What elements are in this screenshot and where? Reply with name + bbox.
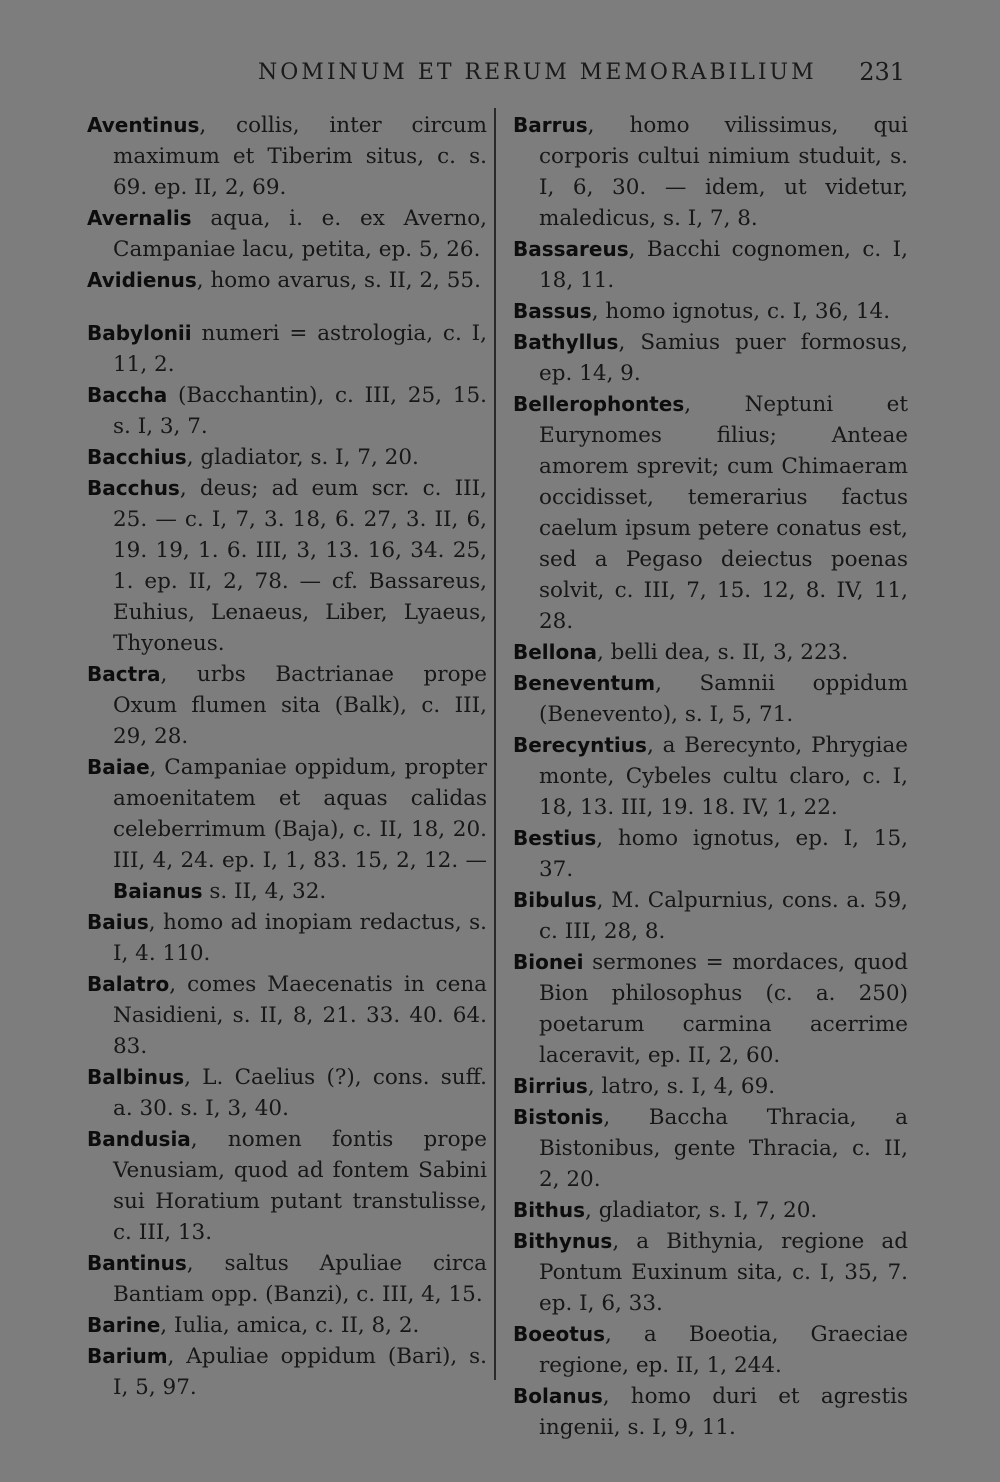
entry-text: aqua, i. e. ex Averno, Campaniae lacu, petita, ep. 5, 26. — [113, 206, 487, 262]
index-entry — [513, 947, 908, 1071]
entry-lemma: Baius — [87, 910, 149, 934]
entry-text: , gladiator, s. I, 7, 20. — [186, 445, 419, 470]
entry-lemma: Baiae — [87, 755, 150, 779]
entry-lemma: Barium — [87, 1344, 168, 1368]
entry-lemma: Bacchus — [87, 476, 180, 500]
entry-text: (Bacchantin), c. III, 25, 15. s. I, 3, 7. — [113, 383, 487, 439]
entry-lemma: Bathyllus — [513, 330, 619, 354]
running-title: NOMINUM ET RERUM MEMORABILIUM — [258, 60, 817, 85]
index-entry — [87, 265, 487, 296]
page-number: 231 — [859, 58, 905, 86]
index-entry — [513, 327, 908, 389]
index-entry — [87, 1124, 487, 1248]
index-entry — [513, 296, 908, 327]
entry-text: , homo ignotus, c. I, 36, 14. — [591, 299, 891, 324]
entry-sub-text: s. II, 4, 32. — [202, 879, 327, 904]
index-entry — [513, 1102, 908, 1195]
index-column-right — [513, 110, 908, 1443]
entry-lemma: Babylonii — [87, 321, 192, 345]
entry-text: , deus; ad eum scr. c. III, 25. — c. I, 7, 3. 18, 6. 27, 3. II, 6, 19. 19, 1. 6. III, 3, 13. 16, 34. 25, 1. ep. II, 2, 78. — cf. Bassareus, Euhius, Lenaeus, Liber, Lyaeus, Thyoneus. — [113, 476, 487, 656]
index-entry — [87, 203, 487, 265]
index-entry — [87, 659, 487, 752]
entry-lemma: Bistonis — [513, 1105, 604, 1129]
entry-text: , saltus Apuliae circa Bantiam opp. (Banzi), c. III, 4, 15. — [113, 1251, 487, 1307]
index-column-left — [87, 110, 487, 1403]
entry-text: , homo ignotus, ep. I, 15, 37. — [539, 826, 908, 882]
index-entry — [87, 442, 487, 473]
index-entry — [513, 1381, 908, 1443]
column-divider — [494, 108, 496, 1380]
entry-lemma: Bellona — [513, 640, 597, 664]
entry-lemma: Birrius — [513, 1074, 588, 1098]
entry-lemma: Barine — [87, 1313, 161, 1337]
entry-lemma: Bithus — [513, 1198, 586, 1222]
entry-lemma: Bassus — [513, 299, 592, 323]
entry-lemma: Bellerophontes — [513, 392, 685, 416]
entry-text: numeri = astrologia, c. I, 11, 2. — [113, 321, 487, 377]
entry-text: , a Boeotia, Graeciae regione, ep. II, 1, 244. — [539, 1322, 908, 1378]
entry-lemma: Bactra — [87, 662, 161, 686]
entry-lemma: Berecyntius — [513, 733, 647, 757]
index-entry — [87, 969, 487, 1062]
index-entry — [87, 380, 487, 442]
index-entry — [513, 668, 908, 730]
entry-lemma: Aventinus — [87, 113, 200, 137]
index-entry — [513, 730, 908, 823]
entry-lemma: Bacchius — [87, 445, 187, 469]
entry-lemma: Bestius — [513, 826, 597, 850]
index-entry — [87, 1062, 487, 1124]
entry-text: , Bacchi cognomen, c. I, 18, 11. — [539, 237, 908, 293]
entry-text: , Iulia, amica, c. II, 8, 2. — [160, 1313, 420, 1338]
index-entry — [513, 110, 908, 234]
index-entry — [87, 752, 487, 907]
entry-text: , latro, s. I, 4, 69. — [587, 1074, 776, 1099]
index-entry — [87, 1248, 487, 1310]
entry-lemma: Bithynus — [513, 1229, 613, 1253]
index-entry — [87, 473, 487, 659]
entry-text: , Neptuni et Eurynomes filius; Anteae amorem sprevit; cum Chimaeram occidisset, temerarius factus caelum ipsum petere conatus est, sed a Pegaso deiectus poenas solvit, c. III, 7, 15. 12, 8. IV, 11, 28. — [539, 392, 908, 634]
entry-text: , homo avarus, s. II, 2, 55. — [196, 268, 481, 293]
entry-text: , a Bithynia, regione ad Pontum Euxinum sita, c. I, 35, 7. ep. I, 6, 33. — [539, 1229, 908, 1316]
index-entry — [513, 823, 908, 885]
index-entry — [513, 234, 908, 296]
entry-text: , homo duri et agrestis ingenii, s. I, 9, 11. — [539, 1384, 908, 1440]
entry-lemma: Balatro — [87, 972, 170, 996]
index-entry — [87, 318, 487, 380]
entry-text: , comes Maecenatis in cena Nasidieni, s. II, 8, 21. 33. 40. 64. 83. — [113, 972, 487, 1059]
entry-text: sermones = mordaces, quod Bion philosophus (c. a. 250) poetarum carmina acerrime laceravit, ep. II, 2, 60. — [539, 950, 908, 1068]
entry-text: , Baccha Thracia, a Bistonibus, gente Thracia, c. II, 2, 20. — [539, 1105, 908, 1192]
entry-lemma: Baccha — [87, 383, 168, 407]
entry-lemma: Balbinus — [87, 1065, 185, 1089]
entry-text: , Apuliae oppidum (Bari), s. I, 5, 97. — [113, 1344, 487, 1400]
index-entry — [513, 389, 908, 637]
entry-text: , homo vilissimus, qui corporis cultui nimium studuit, s. I, 6, 30. — idem, ut videtur, maledicus, s. I, 7, 8. — [539, 113, 908, 231]
entry-lemma: Bionei — [513, 950, 584, 974]
entry-text: , M. Calpurnius, cons. a. 59, c. III, 28, 8. — [539, 888, 908, 944]
entry-text: , Samius puer formosus, ep. 14, 9. — [539, 330, 908, 386]
index-entry — [513, 1071, 908, 1102]
index-entry — [87, 907, 487, 969]
entry-lemma: Beneventum — [513, 671, 656, 695]
index-entry — [513, 637, 908, 668]
entry-lemma: Barrus — [513, 113, 588, 137]
entry-lemma: Boeotus — [513, 1322, 605, 1346]
entry-text: , urbs Bactrianae prope Oxum flumen sita (Balk), c. III, 29, 28. — [113, 662, 487, 749]
entry-lemma: Bassareus — [513, 237, 629, 261]
entry-text: , Samnii oppidum (Benevento), s. I, 5, 71. — [539, 671, 908, 727]
entry-text: , Campaniae oppidum, propter amoenitatem et aquas calidas celeberrimum (Baja), c. II, 18, 20. III, 4, 24. ep. I, 1, 83. 15, 2, 12. — — [113, 755, 487, 873]
running-header — [0, 60, 1000, 96]
entry-lemma: Avernalis — [87, 206, 192, 230]
index-entry — [87, 1310, 487, 1341]
entry-lemma: Bantinus — [87, 1251, 187, 1275]
entry-text: , a Berecynto, Phrygiae monte, Cybeles cultu claro, c. I, 18, 13. III, 19. 18. IV, 1, 22. — [539, 733, 908, 820]
entry-lemma: Bandusia — [87, 1127, 191, 1151]
entry-text: , L. Caelius (?), cons. suff. a. 30. s. I, 3, 40. — [113, 1065, 487, 1121]
index-entry — [513, 1195, 908, 1226]
index-entry — [513, 1319, 908, 1381]
index-entry — [513, 885, 908, 947]
index-entry — [513, 1226, 908, 1319]
entry-text: , nomen fontis prope Venusiam, quod ad fontem Sabini sui Horatium putant transtulisse, c. III, 13. — [113, 1127, 487, 1245]
index-entry — [87, 110, 487, 203]
entry-sub-lemma: Baianus — [113, 879, 203, 903]
entry-lemma: Bolanus — [513, 1384, 603, 1408]
entry-text: , gladiator, s. I, 7, 20. — [585, 1198, 818, 1223]
entry-lemma: Avidienus — [87, 268, 197, 292]
entry-text: , belli dea, s. II, 3, 223. — [597, 640, 849, 665]
index-entry — [87, 1341, 487, 1403]
entry-text: , collis, inter circum maximum et Tiberim situs, c. s. 69. ep. II, 2, 69. — [113, 113, 487, 200]
entry-lemma: Bibulus — [513, 888, 597, 912]
entry-text: , homo ad inopiam redactus, s. I, 4. 110. — [113, 910, 487, 966]
